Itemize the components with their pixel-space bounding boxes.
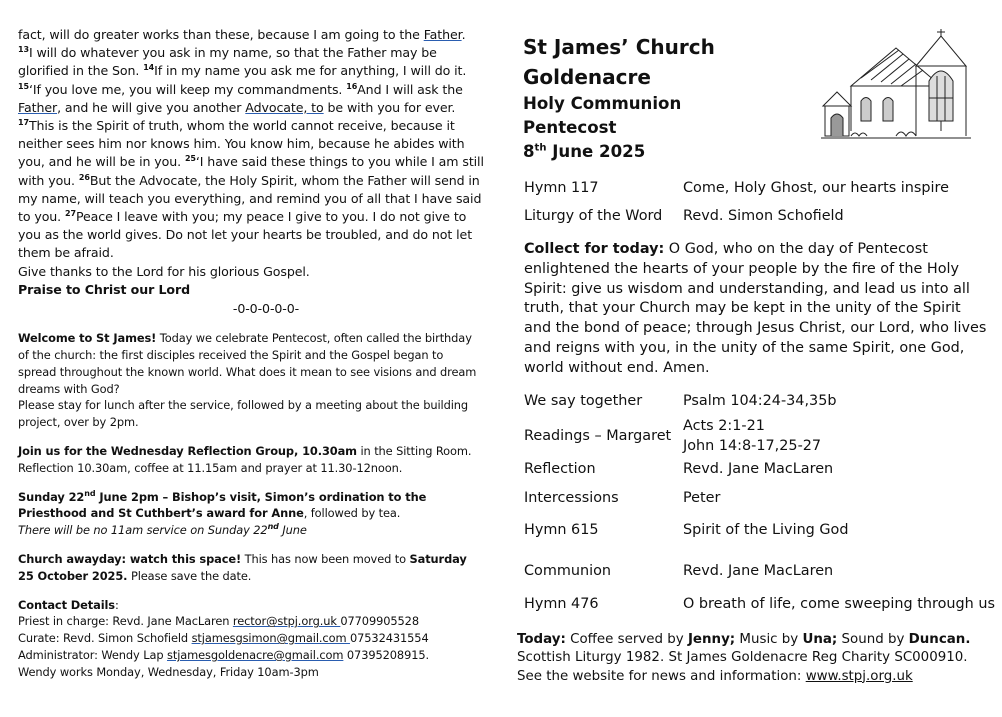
scripture-text: be with you for ever. [323,99,456,115]
order-item-label: We say together [524,392,643,409]
order-row [524,459,987,479]
verse-number: 27 [65,208,76,218]
reading-2: John 14:8-17,25-27 [683,437,822,454]
priest-phone: 07709905528 [340,614,419,629]
gospel-reading [18,26,484,318]
awayday-date: Saturday 25 October 2025. [18,552,467,583]
scripture-text: If in my name you ask me for anything, I will do it. [154,63,467,79]
bishop-details: June 2pm – Bishop’s visit, Simon’s ordination to the Priesthood and St Cuthbert’s award for Anne [18,489,427,521]
footer-text: Sound by [837,631,909,647]
curate-email-link[interactable]: stjamesgsimon@gmail.com [191,631,350,646]
reflection-group-notice [18,443,484,477]
order-item-value: Revd. Simon Schofield [683,208,844,224]
awayday-notice [18,551,484,585]
bishop-text: , followed by tea. [303,506,401,521]
contact-heading: Contact Details [18,597,115,612]
church-name-line2: Goldenacre [523,65,651,89]
admin-label: Administrator: Wendy Lap [18,648,167,662]
order-item-value: Spirit of the Living God [683,521,849,538]
liturgy-charity-note: Scottish Liturgy 1982. St James Goldenacre Reg Charity SC000910. [517,650,968,666]
scripture-text: But the Advocate, the Holy Spirit, whom the Father will send in my name, will teach you everything, and remind you of all that I have said to you. [18,172,482,225]
verse-number: 15 [18,81,29,91]
order-row [524,479,987,517]
scripture-text: This is the Spirit of truth, whom the world cannot receive, because it neither sees him nor knows him. You know him, because he abides with you, and he will be in you. [18,118,465,170]
praise-response: Praise to Christ our Lord [18,281,190,297]
order-item-label: Hymn 615 [524,521,599,538]
order-row [524,543,987,599]
order-item-value: Come, Holy Ghost, our hearts inspire [683,180,949,196]
scripture-text: I will do whatever you ask in my name, so that the Father may be glorified in the Son. [18,45,437,79]
coffee-name: Jenny; [687,631,736,647]
church-illustration [821,26,971,146]
scripture-text: . [461,27,466,42]
order-item-value: Psalm 104:24-34,35b [683,392,837,409]
advocate-link[interactable]: Advocate, to [245,99,324,115]
awayday-heading: Church awayday: watch this space! [18,552,242,567]
order-row [524,595,995,612]
website-link[interactable]: www.stpj.org.uk [805,668,913,684]
verse-number: 16 [346,81,358,91]
order-item-label: Liturgy of the Word [524,208,663,224]
curate-phone: 07532431554 [349,631,429,646]
website-text: See the website for news and information: [517,668,806,684]
order-of-service-bottom [524,389,995,612]
sound-name: Duncan. [908,631,971,647]
order-item-value: Revd. Jane MacLaren [683,562,834,579]
order-row [524,517,987,543]
order-item-value [683,416,987,456]
order-item-label: Readings – Margaret [524,427,672,444]
scripture-text: And I will ask the [357,81,463,97]
order-row [524,202,987,230]
church-name-line1: St James’ Church [523,35,715,59]
welcome-heading: Welcome to St James! [18,331,157,346]
order-item-value: Revd. Jane MacLaren [683,460,834,477]
no-service-note [18,523,307,537]
admin-email-link[interactable]: stjamesgoldenacre@gmail.com [167,648,344,662]
father-link[interactable]: Father [423,27,462,42]
scripture-text: ‘I have said these things to you while I am still with you. [18,154,484,188]
contact-heading-colon: : [115,597,119,612]
ordinal-suffix: nd [267,522,279,532]
right-column [517,26,995,686]
footer-text: Music by [735,631,803,647]
give-thanks: Give thanks to the Lord for his glorious Gospel. [18,263,310,279]
date-day: 8 [523,142,535,161]
order-row [524,389,987,413]
today-label: Today: [517,631,566,647]
no-service-text: There will be no 11am service on Sunday 22 [18,523,268,538]
awayday-text-2: Please save the date. [127,568,252,583]
lunch-notice: Please stay for lunch after the service, followed by a meeting about the building project, over by 2pm. [18,398,469,430]
verse-number: 25 [184,154,196,164]
left-column [18,26,484,681]
verse-number: 13 [18,45,29,55]
music-name: Una; [802,631,838,647]
bishop-date: Sunday 22 [18,489,85,504]
order-item-label: Intercessions [524,489,619,506]
footer-text: Coffee served by [565,631,688,647]
section-separator: -0-0-0-0-0- [232,301,300,317]
collect-label: Collect for today: [524,241,665,257]
priest-email-link[interactable]: rector@stpj.org.uk [232,614,341,629]
scripture-text: Peace I leave with you; my peace I give to you. I do not give to you as the world gives. Do not let your hearts be troubled, and do not let them be afraid. [18,209,473,261]
priest-label: Priest in charge: Revd. Jane MacLaren [18,614,233,629]
reflection-group-heading: Join us for the Wednesday Reflection Group, 10.30am [18,444,357,459]
contact-details [18,597,484,681]
scripture-text: fact, will do greater works than these, because I am going to the [18,27,424,42]
awayday-text: This has now been moved to [241,552,410,567]
order-item-label: Hymn 476 [524,595,599,612]
order-of-service-top [524,174,987,230]
verse-number: 14 [143,63,155,73]
scripture-text: , and he will give you another [57,99,246,115]
curate-label: Curate: Revd. Simon Schofield [18,631,192,646]
no-service-text: June [278,523,307,538]
reflection-group-text: in the Sitting Room. [356,444,472,459]
order-item-value: Peter [683,489,721,506]
order-item-label: Hymn 117 [524,180,599,196]
scripture-text: ‘If you love me, you will keep my commandments. [28,81,347,97]
footer-notes [517,631,987,687]
order-item-value: O breath of life, come sweeping through us [683,595,995,612]
ordinal-suffix: nd [84,488,96,498]
verse-number: 17 [18,117,29,127]
welcome-text: Today we celebrate Pentecost, often called the birthday of the church: the first disciples received the Spirit and the Gospel began to spread throughout the known world. What does it mean to see visions and dream dreams with God? [18,331,477,396]
admin-phone: 07395208915. [343,648,430,662]
bishop-visit-notice [18,489,484,539]
welcome-notice [18,330,484,431]
father-link[interactable]: Father [18,99,58,115]
date-suffix: th [534,142,547,154]
service-title: Holy Communion [523,94,682,113]
order-item-label: Communion [524,562,612,579]
collect-for-today [524,240,987,379]
order-row [524,413,987,459]
verse-number: 26 [78,172,90,182]
reading-1: Acts 2:1-21 [683,417,765,434]
occasion-title: Pentecost [523,118,617,137]
order-row [524,174,987,202]
date-rest: June 2025 [546,142,646,161]
collect-text: O God, who on the day of Pentecost enlightened the hearts of your people by the fire of the Holy Spirit: give us wisdom and understanding, and lead us into all truth, that your Church may be kept in the unity of the Spirit and the bond of peace; through Jesus Christ, our Lord, who lives and reigns with you, in the unity of the same Spirit, one God, world without end. Amen. [524,241,987,376]
admin-hours: Wendy works Monday, Wednesday, Friday 10am-3pm [18,664,319,679]
reflection-group-times: Reflection 10.30am, coffee at 11.15am and prayer at 11.30-12noon. [18,460,403,475]
order-item-label: Reflection [524,460,596,477]
